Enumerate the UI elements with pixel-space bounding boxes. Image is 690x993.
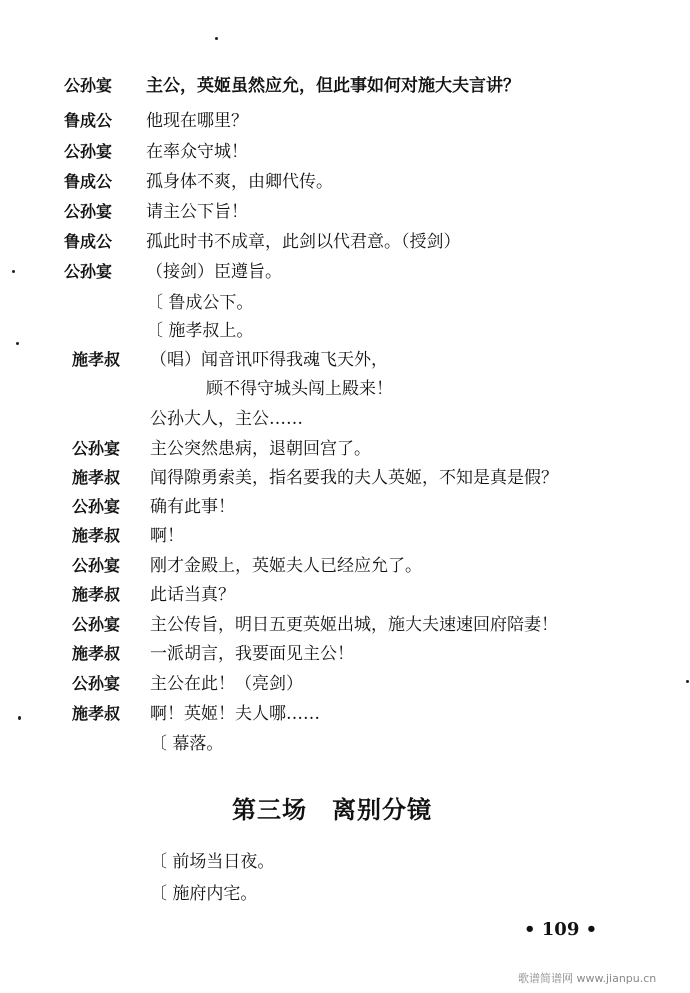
- scan-speck: [16, 342, 19, 345]
- dialogue-text: 孤身体不爽，由卿代传。: [146, 172, 333, 192]
- dialogue-text: 主公，英姬虽然应允，但此事如何对施大夫言讲？: [146, 76, 520, 96]
- dialogue-text: 公孙大人，主公……: [150, 409, 303, 429]
- speaker-label: 公孙宴: [64, 142, 113, 161]
- speaker-label: 公孙宴: [72, 674, 121, 693]
- dialogue-text: 确有此事！: [150, 497, 235, 517]
- watermark: 歌谱简谱网 www.jianpu.cn: [518, 972, 657, 985]
- scan-speck: [18, 716, 21, 720]
- speaker-label: 公孙宴: [64, 202, 113, 221]
- stage-direction: 〔 幕落。: [150, 734, 224, 754]
- scene-heading: 第三场 离别分镜: [232, 795, 432, 824]
- speaker-label: 公孙宴: [64, 262, 113, 281]
- dialogue-text: 请主公下旨！: [146, 202, 248, 222]
- dialogue-text: 顾不得守城头闯上殿来！: [206, 379, 393, 399]
- speaker-label: 施孝叔: [72, 585, 121, 604]
- dialogue-text: 在率众守城！: [146, 142, 248, 162]
- page-number: • 109 •: [524, 919, 598, 940]
- speaker-label: 公孙宴: [72, 615, 121, 634]
- speaker-label: 施孝叔: [72, 704, 121, 723]
- speaker-label: 施孝叔: [72, 350, 121, 369]
- speaker-label: 施孝叔: [72, 468, 121, 487]
- stage-direction: 〔 施孝叔上。: [146, 321, 254, 341]
- dialogue-text: 主公在此！（亮剑）: [150, 674, 303, 694]
- speaker-label: 施孝叔: [72, 644, 121, 663]
- dialogue-text: 一派胡言，我要面见主公！: [150, 644, 354, 664]
- speaker-label: 公孙宴: [72, 556, 121, 575]
- stage-direction: 〔 施府内宅。: [150, 884, 258, 904]
- scan-speck: [12, 270, 15, 273]
- dialogue-text: 主公突然患病，退朝回宫了。: [150, 439, 371, 459]
- speaker-label: 公孙宴: [72, 439, 121, 458]
- speaker-label: 施孝叔: [72, 526, 121, 545]
- stage-direction: 〔 前场当日夜。: [150, 852, 275, 872]
- speaker-label: 公孙宴: [64, 76, 113, 95]
- speaker-label: 鲁成公: [64, 232, 113, 251]
- dialogue-text: 啊！英姬！夫人哪……: [150, 704, 320, 724]
- scan-speck: [215, 37, 218, 40]
- scan-speck: [686, 680, 689, 683]
- speaker-label: 公孙宴: [72, 497, 121, 516]
- dialogue-text: 主公传旨，明日五更英姬出城，施大夫速速回府陪妻！: [150, 615, 558, 635]
- dialogue-text: （接剑）臣遵旨。: [146, 262, 282, 282]
- dialogue-text: 此话当真？: [150, 585, 235, 605]
- dialogue-text: （唱）闻音讯吓得我魂飞天外，: [150, 350, 388, 370]
- dialogue-text: 他现在哪里？: [146, 111, 248, 131]
- speaker-label: 鲁成公: [64, 111, 113, 130]
- dialogue-text: 刚才金殿上，英姬夫人已经应允了。: [150, 556, 422, 576]
- dialogue-text: 孤此时书不成章，此剑以代君意。（授剑）: [146, 232, 461, 252]
- dialogue-text: 闻得隙勇索美，指名要我的夫人英姬，不知是真是假？: [150, 468, 558, 488]
- stage-direction: 〔 鲁成公下。: [146, 293, 254, 313]
- speaker-label: 鲁成公: [64, 172, 113, 191]
- dialogue-text: 啊！: [150, 526, 184, 546]
